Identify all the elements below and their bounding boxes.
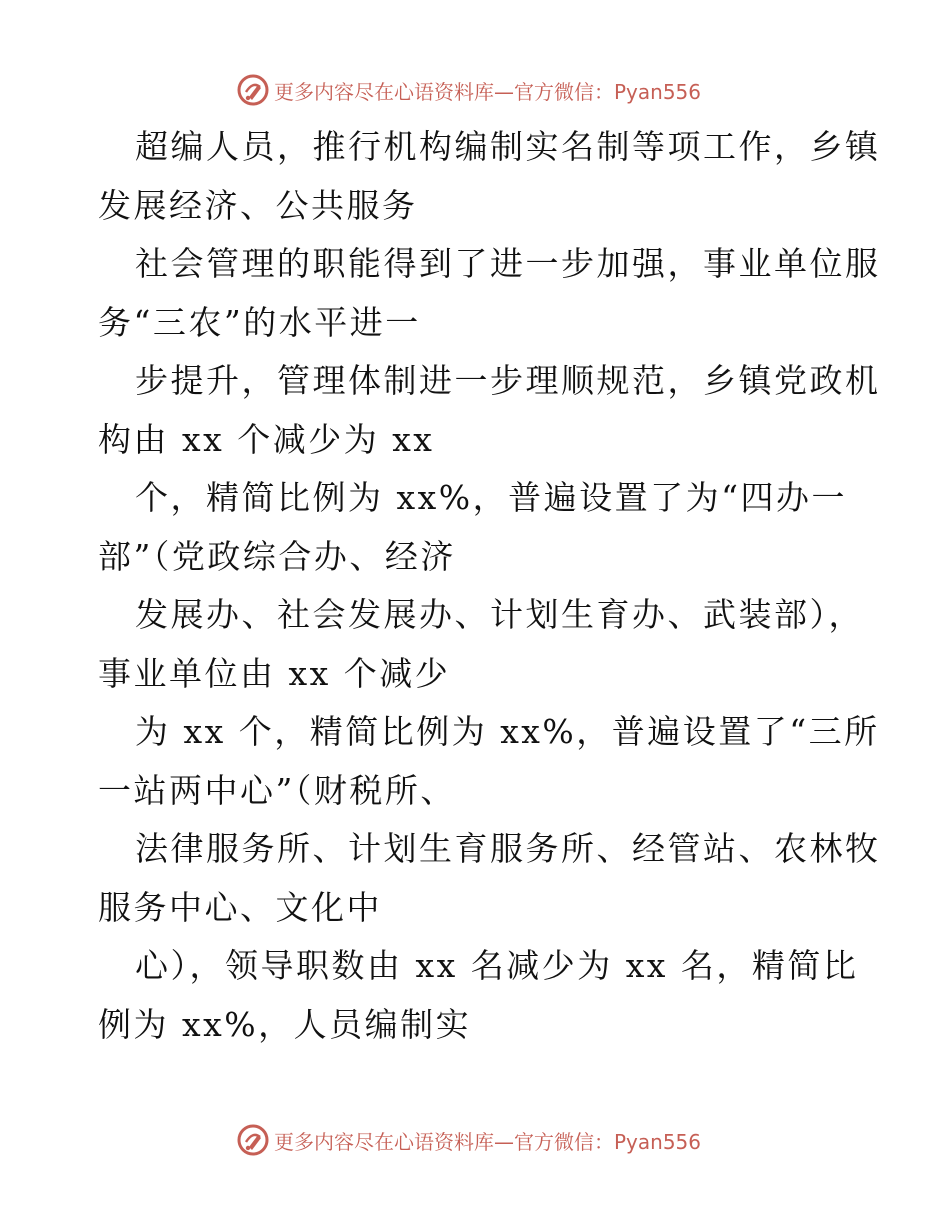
- text-line: 事业单位由 xx 个减少: [98, 653, 451, 693]
- official-wechat: —官方微信：Pyan556: [494, 1129, 702, 1154]
- brand-logo-icon: [236, 1123, 270, 1157]
- text-line: 个，精简比例为 xx%，普遍设置了为“四办一: [135, 478, 847, 517]
- text-line: 发展经济、公共服务: [98, 185, 418, 225]
- text-line: 为 xx 个，精简比例为 xx%，普遍设置了“三所: [135, 712, 880, 751]
- text-line: 超编人员，推行机构编制实名制等项工作，乡镇: [135, 127, 881, 166]
- text-line: 步提升，管理体制进一步理顺规范，乡镇党政机: [135, 361, 881, 400]
- text-line: 服务中心、文化中: [98, 887, 382, 927]
- header-watermark: [236, 72, 701, 108]
- text-line: 部”（党政综合办、经济: [98, 536, 456, 576]
- document-body: [98, 118, 881, 1054]
- text-line: 一站两中心”（财税所、: [98, 770, 456, 810]
- brand-name: 更多内容尽在心语资料库: [274, 79, 494, 104]
- text-line: 心），领导职数由 xx 名减少为 xx 名，精简比: [135, 946, 859, 985]
- official-wechat: —官方微信：Pyan556: [494, 79, 702, 104]
- text-line: 务“三农”的水平进一: [98, 302, 421, 342]
- text-line: 社会管理的职能得到了进一步加强，事业单位服: [135, 244, 881, 283]
- text-line: 发展办、社会发展办、计划生育办、武装部），: [135, 595, 864, 634]
- brand-name: 更多内容尽在心语资料库: [274, 1129, 494, 1154]
- text-line: 例为 xx%，人员编制实: [98, 1004, 472, 1044]
- footer-watermark: [236, 1122, 701, 1158]
- text-line: 构由 xx 个减少为 xx: [98, 419, 435, 459]
- text-line: 法律服务所、计划生育服务所、经管站、农林牧: [135, 829, 881, 868]
- brand-logo-icon: [236, 73, 270, 107]
